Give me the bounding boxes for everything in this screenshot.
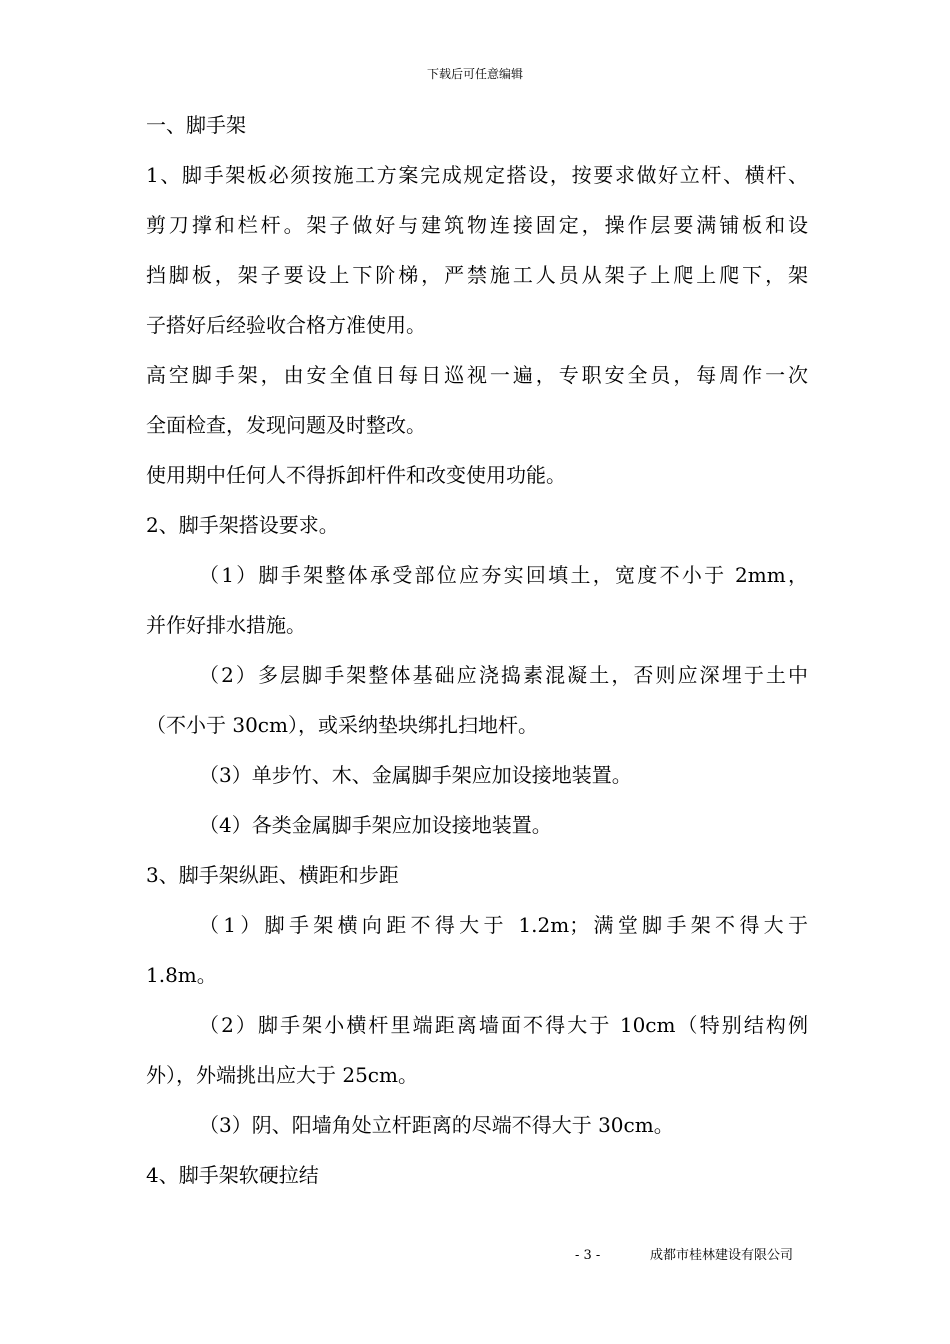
list-item-line: （1）脚手架横向距不得大于 1.2m；满堂脚手架不得大于 xyxy=(199,913,808,937)
list-item-line: （3）单步竹、木、金属脚手架应加设接地装置。 xyxy=(199,763,632,787)
paragraph-line: 全面检查，发现问题及时整改。 xyxy=(146,413,426,437)
section-heading: 一、脚手架 xyxy=(146,113,246,137)
paragraph-line: 剪刀撑和栏杆。架子做好与建筑物连接固定，操作层要满铺板和设 xyxy=(146,213,808,237)
document-body xyxy=(146,104,808,1204)
subsection-heading: 3、脚手架纵距、横距和步距 xyxy=(146,863,399,887)
list-item-line: （不小于 30cm），或采纳垫块绑扎扫地杆。 xyxy=(146,713,538,737)
paragraph-line: 子搭好后经验收合格方准使用。 xyxy=(146,313,426,337)
page-number: - 3 - xyxy=(575,1248,601,1263)
list-item-line: 并作好排水措施。 xyxy=(146,613,306,637)
list-item-line: （3）阴、阳墙角处立杆距离的尽端不得大于 30cm。 xyxy=(199,1113,674,1137)
list-item-line: （1）脚手架整体承受部位应夯实回填土，宽度不小于 2mm， xyxy=(199,563,808,587)
list-item-line: （2）脚手架小横杆里端距离墙面不得大于 10cm（特别结构例 xyxy=(199,1013,808,1037)
list-item-line: （4）各类金属脚手架应加设接地装置。 xyxy=(199,813,552,837)
paragraph-line: 高空脚手架，由安全值日每日巡视一遍，专职安全员，每周作一次 xyxy=(146,363,808,387)
paragraph-line: 1、脚手架板必须按施工方案完成规定搭设，按要求做好立杆、横杆、 xyxy=(146,163,808,187)
page-header-note: 下载后可任意编辑 xyxy=(426,67,523,81)
list-item-line: 1.8m。 xyxy=(146,963,217,987)
list-item-line: 外），外端挑出应大于 25cm。 xyxy=(146,1063,418,1087)
page-footer xyxy=(0,1246,950,1266)
paragraph-line: 挡脚板，架子要设上下阶梯，严禁施工人员从架子上爬上爬下，架 xyxy=(146,263,808,287)
company-name: 成都市桂林建设有限公司 xyxy=(650,1248,794,1263)
subsection-heading: 4、脚手架软硬拉结 xyxy=(146,1163,319,1187)
list-item-line: （2）多层脚手架整体基础应浇捣素混凝土，否则应深埋于土中 xyxy=(199,663,808,687)
paragraph-line: 使用期中任何人不得拆卸杆件和改变使用功能。 xyxy=(146,463,566,487)
subsection-heading: 2、脚手架搭设要求。 xyxy=(146,513,339,537)
